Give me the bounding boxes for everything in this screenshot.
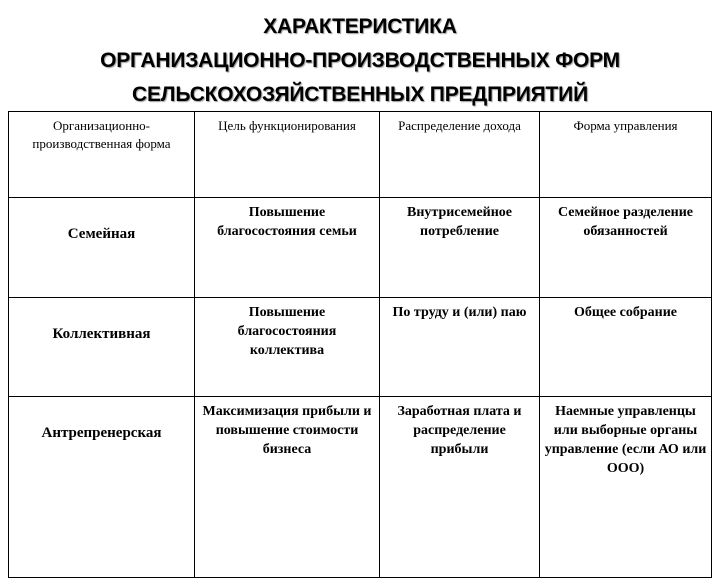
table-header-row (9, 112, 712, 198)
title-line-3: СЕЛЬСКОХОЗЯЙСТВЕННЫХ ПРЕДПРИЯТИЙ (132, 83, 588, 106)
cell-income: По труду и (или) паю (380, 298, 540, 397)
cell-management: Семейное разделение обязанностей (540, 198, 712, 298)
title-line-2: ОРГАНИЗАЦИОННО-ПРОИЗВОДСТВЕННЫХ ФОРМ (100, 49, 620, 72)
header-income: Распределение дохода (380, 112, 540, 198)
table-row (9, 198, 712, 298)
cell-management: Наемные управленцы или выборные органы управление (если АО или ООО) (540, 397, 712, 578)
row-form-label: Коллективная (9, 298, 195, 397)
header-form: Организационно-производственная форма (9, 112, 195, 198)
table-row (9, 298, 712, 397)
slide-title (0, 10, 720, 112)
header-goal: Цель функционирования (195, 112, 380, 198)
cell-goal: Максимизация прибыли и повышение стоимости бизнеса (195, 397, 380, 578)
row-form-label: Антрепренерская (9, 397, 195, 578)
cell-goal: Повышение благосостояния коллектива (195, 298, 380, 397)
title-line-1: ХАРАКТЕРИСТИКА (263, 15, 457, 38)
forms-table (8, 111, 712, 578)
table-row (9, 397, 712, 578)
cell-goal: Повышение благосостояния семьи (195, 198, 380, 298)
cell-income: Заработная плата и распределение прибыли (380, 397, 540, 578)
row-form-label: Семейная (9, 198, 195, 298)
cell-income: Внутрисемейное потребление (380, 198, 540, 298)
header-management: Форма управления (540, 112, 712, 198)
cell-management: Общее собрание (540, 298, 712, 397)
